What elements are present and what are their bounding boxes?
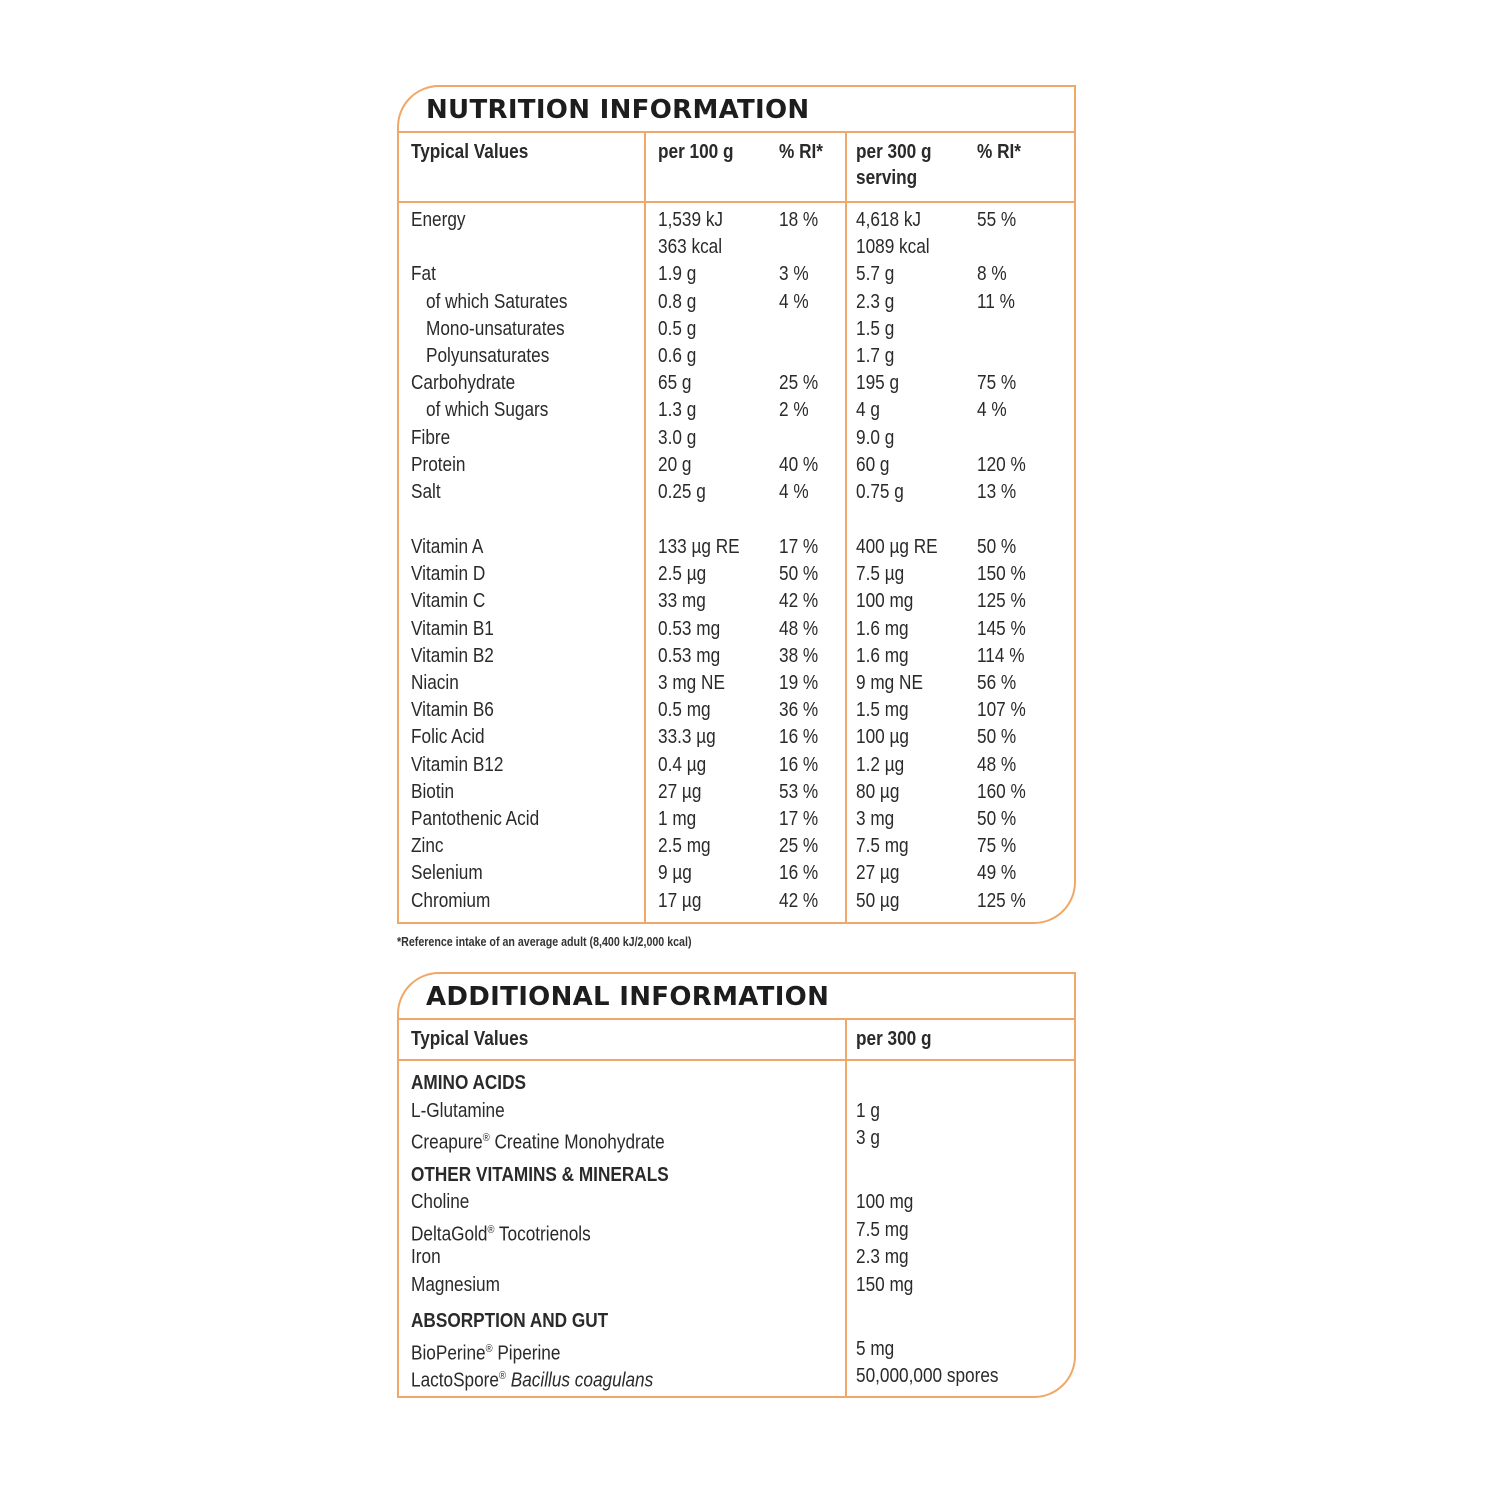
section-heading: AMINO ACIDS [411,1072,526,1094]
value-per-300g: 7.5 µg [856,563,905,586]
header-per-300g-serving: serving [856,167,918,189]
vitamin-name: Vitamin D [411,563,486,586]
value-per-100g: 363 kcal [658,236,723,259]
ri-per-100g: 4 % [779,481,809,503]
value-per-300g: 1.5 g [856,317,895,340]
ri-per-300g: 145 % [977,617,1026,640]
value-per-100g: 33.3 µg [658,726,716,749]
value-per-300g: 9.0 g [856,426,895,449]
header-per-100g: per 100 g [658,141,734,163]
ingredient-value-per-300g: 50,000,000 spores [856,1365,999,1387]
ri-per-100g: 36 % [779,699,819,722]
ingredient-name: Creapure® Creatine Monohydrate [411,1131,665,1154]
value-per-100g: 27 µg [658,780,702,803]
value-per-100g: 0.4 µg [658,753,707,776]
ri-per-100g: 16 % [779,862,819,885]
ri-per-300g: 4 % [977,399,1007,422]
section-heading: OTHER VITAMINS & MINERALS [411,1163,669,1186]
ingredient-value-per-300g: 2.3 mg [856,1246,909,1268]
ingredient-name: Choline [411,1191,470,1213]
ri-per-300g: 13 % [977,481,1017,503]
ri-per-100g: 38 % [779,644,819,667]
vitamin-name: Vitamin B12 [411,753,504,776]
header-divider [399,1059,1074,1061]
additional-title: ADDITIONAL INFORMATION [399,974,1074,1020]
ri-per-300g: 125 % [977,889,1026,912]
nutrition-information-panel [397,85,1076,924]
value-per-100g: 33 mg [658,590,706,613]
ri-per-100g: 25 % [779,372,819,395]
value-per-300g: 3 mg [856,808,895,830]
ri-per-300g: 55 % [977,209,1017,231]
ri-per-300g: 75 % [977,372,1017,395]
ri-per-300g: 49 % [977,862,1017,885]
nutrient-name: Salt [411,481,441,503]
vitamin-name: Selenium [411,862,483,885]
additional-information-panel [397,972,1076,1398]
ri-per-100g: 53 % [779,780,819,803]
vitamin-name: Vitamin B1 [411,617,494,640]
value-per-300g: 400 µg RE [856,536,938,558]
vitamin-name: Folic Acid [411,726,485,749]
value-per-100g: 17 µg [658,889,702,912]
header-per-300g: per 300 g [856,1028,932,1050]
value-per-100g: 0.25 g [658,481,706,503]
value-per-300g: 100 mg [856,590,914,613]
registered-mark-icon: ® [498,1370,506,1382]
vitamin-name: Niacin [411,672,459,694]
ri-per-100g: 2 % [779,399,809,422]
ri-per-100g: 18 % [779,209,819,231]
value-per-300g: 1.6 mg [856,644,909,667]
ri-per-300g: 50 % [977,726,1017,749]
nutrient-name: Carbohydrate [411,372,516,395]
vitamin-name: Chromium [411,889,491,912]
value-per-300g: 50 µg [856,889,900,912]
value-per-100g: 0.5 g [658,317,697,340]
nutrient-name: Polyunsaturates [426,345,550,367]
value-per-300g: 195 g [856,372,900,395]
ri-per-100g: 50 % [779,563,819,586]
header-typical-values: Typical Values [411,1028,529,1050]
ri-per-300g: 120 % [977,453,1026,476]
ri-per-300g: 48 % [977,753,1017,776]
value-per-300g: 4 g [856,399,880,422]
value-per-100g: 2.5 µg [658,563,707,586]
vitamin-name: Vitamin C [411,590,486,613]
ri-per-300g: 11 % [977,290,1015,313]
ri-per-100g: 19 % [779,672,819,694]
ri-per-100g: 17 % [779,808,819,830]
value-per-100g: 0.5 mg [658,699,711,722]
ri-per-100g: 16 % [779,726,819,749]
header-per-300g: per 300 g [856,141,932,163]
ingredient-name: L-Glutamine [411,1099,505,1122]
value-per-300g: 9 mg NE [856,672,923,694]
ri-per-300g: 125 % [977,590,1026,613]
ri-per-100g: 42 % [779,590,819,613]
value-per-300g: 1.7 g [856,345,895,367]
nutrient-name: Energy [411,209,466,231]
ri-per-300g: 50 % [977,808,1017,830]
value-per-300g: 1089 kcal [856,236,930,259]
ri-per-100g: 4 % [779,290,809,313]
ingredient-value-per-300g: 3 g [856,1127,880,1149]
header-ri-300g: % RI* [977,141,1021,163]
column-divider [644,133,646,922]
value-per-100g: 0.53 mg [658,644,721,667]
value-per-100g: 133 µg RE [658,536,740,558]
ri-per-300g: 56 % [977,672,1017,694]
value-per-100g: 65 g [658,372,692,395]
value-per-300g: 1.6 mg [856,617,909,640]
nutrient-name: Fat [411,263,436,286]
ingredient-name: Magnesium [411,1273,500,1296]
header-typical-values: Typical Values [411,141,529,163]
ri-per-100g: 3 % [779,263,809,286]
value-per-100g: 0.6 g [658,345,697,367]
value-per-100g: 1.9 g [658,263,697,286]
ingredient-value-per-300g: 100 mg [856,1191,914,1213]
registered-mark-icon: ® [482,1132,490,1144]
value-per-300g: 60 g [856,453,890,476]
registered-mark-icon: ® [487,1223,495,1236]
column-divider [845,133,847,922]
vitamin-name: Vitamin B6 [411,699,494,722]
ri-per-100g: 40 % [779,453,819,476]
ingredient-name: LactoSpore® Bacillus coagulans [411,1369,654,1392]
ingredient-value-per-300g: 1 g [856,1099,880,1122]
value-per-100g: 20 g [658,453,692,476]
value-per-100g: 2.5 mg [658,835,711,858]
header-divider [399,201,1074,203]
value-per-300g: 7.5 mg [856,835,909,858]
ri-per-300g: 150 % [977,563,1026,586]
ingredient-name: Iron [411,1246,441,1268]
reference-intake-footnote: *Reference intake of an average adult (8,400 kJ/2,000 kcal) [397,934,692,949]
value-per-100g: 0.8 g [658,290,697,313]
value-per-300g: 5.7 g [856,263,895,286]
value-per-100g: 3.0 g [658,426,697,449]
ingredient-name: BioPerine® Piperine [411,1342,561,1365]
value-per-100g: 0.53 mg [658,617,721,640]
value-per-100g: 3 mg NE [658,672,725,694]
registered-mark-icon: ® [485,1342,493,1355]
vitamin-name: Pantothenic Acid [411,808,540,830]
ri-per-100g: 42 % [779,889,819,912]
section-heading: ABSORPTION AND GUT [411,1310,609,1332]
ri-per-300g: 8 % [977,263,1007,286]
ingredient-value-per-300g: 150 mg [856,1273,914,1296]
value-per-100g: 1,539 kJ [658,209,724,231]
value-per-100g: 9 µg [658,862,692,885]
column-divider [845,1020,847,1396]
nutrient-name: of which Sugars [426,399,549,422]
value-per-300g: 80 µg [856,780,900,803]
nutrient-name: of which Saturates [426,290,568,313]
ri-per-300g: 114 % [977,644,1025,667]
ri-per-300g: 107 % [977,699,1026,722]
value-per-100g: 1.3 g [658,399,697,422]
ri-per-300g: 160 % [977,780,1026,803]
ri-per-300g: 50 % [977,536,1017,558]
vitamin-name: Zinc [411,835,444,858]
ri-per-100g: 25 % [779,835,819,858]
ri-per-100g: 17 % [779,536,819,558]
value-per-300g: 0.75 g [856,481,904,503]
value-per-300g: 4,618 kJ [856,209,922,231]
value-per-300g: 2.3 g [856,290,895,313]
ingredient-value-per-300g: 7.5 mg [856,1218,909,1241]
value-per-300g: 100 µg [856,726,909,749]
ingredient-value-per-300g: 5 mg [856,1337,895,1360]
ri-per-100g: 16 % [779,753,819,776]
value-per-300g: 27 µg [856,862,900,885]
nutrition-title: NUTRITION INFORMATION [399,87,1074,133]
value-per-300g: 1.5 mg [856,699,909,722]
ri-per-100g: 48 % [779,617,819,640]
header-ri-100g: % RI* [779,141,823,163]
ingredient-name: DeltaGold® Tocotrienols [411,1223,591,1246]
value-per-100g: 1 mg [658,808,697,830]
nutrient-name: Protein [411,453,466,476]
nutrient-name: Fibre [411,426,451,449]
value-per-300g: 1.2 µg [856,753,905,776]
nutrient-name: Mono-unsaturates [426,317,565,340]
vitamin-name: Biotin [411,780,455,803]
ri-per-300g: 75 % [977,835,1017,858]
vitamin-name: Vitamin A [411,536,484,558]
vitamin-name: Vitamin B2 [411,644,494,667]
